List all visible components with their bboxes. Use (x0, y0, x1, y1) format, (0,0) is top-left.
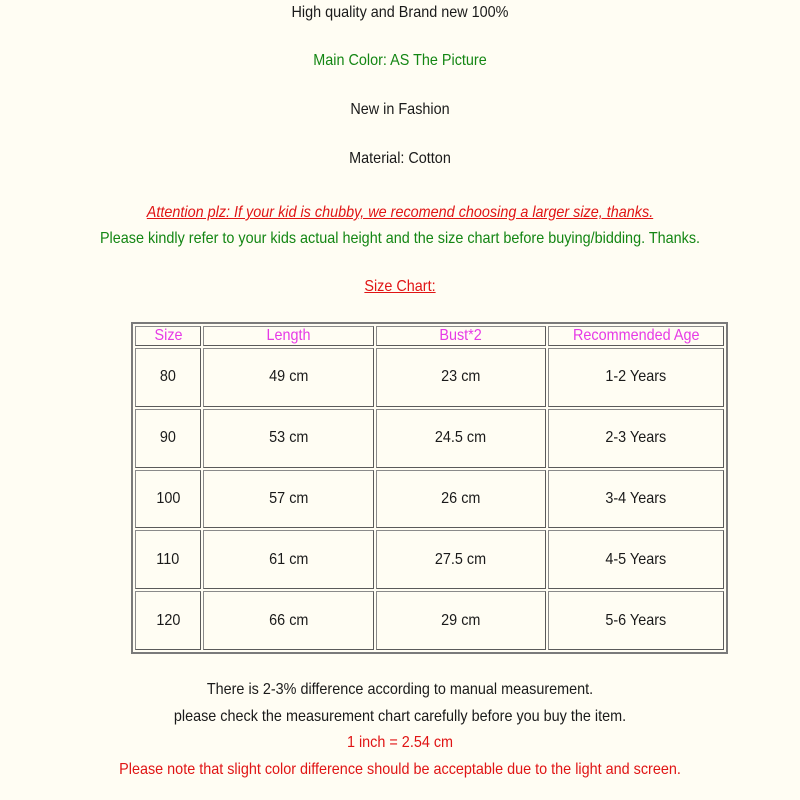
bust-cell: 29 cm (376, 591, 546, 650)
size-cell: 90 (135, 409, 201, 468)
table-header-row (135, 326, 724, 346)
age-cell: 1-2 Years (548, 348, 724, 407)
color-note-text: Please note that slight color difference should be acceptable due to the light and screen. (119, 761, 681, 778)
table-row (135, 470, 724, 529)
age-cell: 2-3 Years (548, 409, 724, 468)
age-cell: 4-5 Years (548, 530, 724, 589)
difference-text: There is 2-3% difference according to manual measurement. (206, 681, 594, 698)
size-cell: 120 (135, 591, 201, 650)
age-cell: 5-6 Years (548, 591, 724, 650)
column-header: Length (203, 326, 373, 346)
bust-cell: 24.5 cm (376, 409, 546, 468)
table-row (135, 409, 724, 468)
quality-text: High quality and Brand new 100% (291, 4, 509, 21)
size-cell: 100 (135, 470, 201, 529)
main-color-text: Main Color: AS The Picture (313, 52, 487, 69)
age-cell: 3-4 Years (548, 470, 724, 529)
bust-cell: 26 cm (376, 470, 546, 529)
fashion-text: New in Fashion (350, 101, 450, 118)
length-cell: 61 cm (203, 530, 373, 589)
size-table (133, 324, 726, 652)
refer-notice: Please kindly refer to your kids actual height and the size chart before buying/bidding. Thanks. (99, 230, 701, 247)
table-row (135, 348, 724, 407)
bust-cell: 27.5 cm (376, 530, 546, 589)
attention-notice: Attention plz: If your kid is chubby, we recomend choosing a larger size, thanks. (146, 204, 654, 221)
material-text: Material: Cotton (349, 150, 451, 167)
column-header: Bust*2 (376, 326, 546, 346)
inch-conversion-text: 1 inch = 2.54 cm (346, 734, 454, 751)
size-cell: 110 (135, 530, 201, 589)
size-chart-table (131, 322, 728, 654)
size-chart-title: Size Chart: (364, 278, 436, 295)
column-header: Recommended Age (548, 326, 724, 346)
check-text: please check the measurement chart carefully before you buy the item. (173, 708, 627, 725)
column-header: Size (135, 326, 201, 346)
length-cell: 49 cm (203, 348, 373, 407)
size-cell: 80 (135, 348, 201, 407)
table-row (135, 530, 724, 589)
length-cell: 57 cm (203, 470, 373, 529)
bust-cell: 23 cm (376, 348, 546, 407)
table-row (135, 591, 724, 650)
length-cell: 66 cm (203, 591, 373, 650)
length-cell: 53 cm (203, 409, 373, 468)
